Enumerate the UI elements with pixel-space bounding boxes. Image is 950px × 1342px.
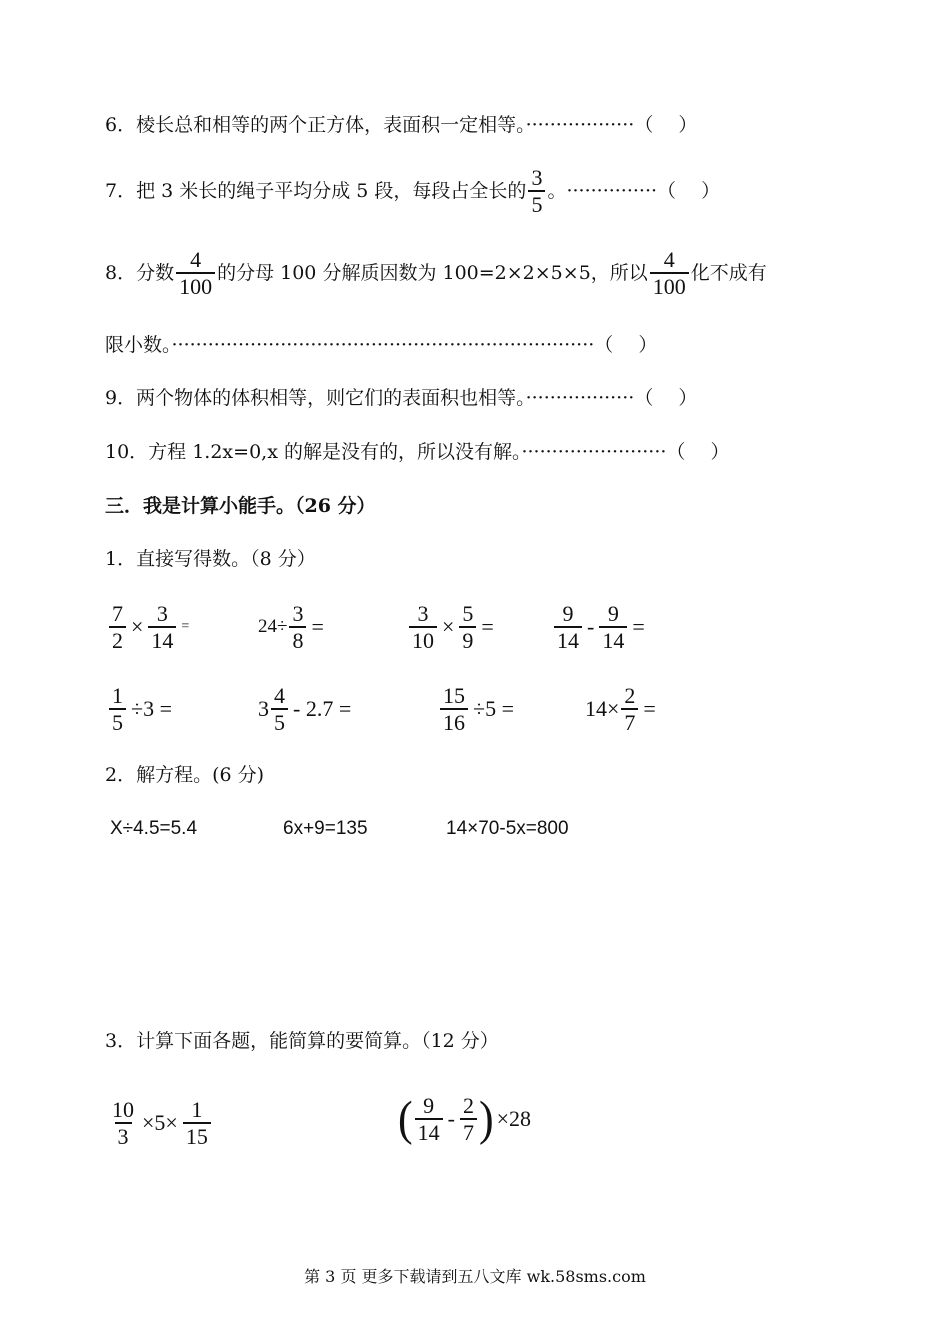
calc-expression-6: 3 $\frac{4}{5}$ - 2.7 = [258, 683, 352, 736]
leader-dots: ························ [521, 441, 667, 463]
question-7: 7．把 3 米长的绳子平均分成 5 段，每段占全长的 $\frac{3}{5}$ 。 ··············· （ ） [105, 165, 721, 218]
equation-3: 14×70-5x=800 [446, 818, 569, 839]
fraction: $\frac{4}{100}$ [176, 248, 215, 298]
question-6-text: 6．棱长总和相等的两个正方体，表面积一定相等。 [105, 114, 526, 136]
subsection-3-title: 3．计算下面各题，能简算的要简算。（12 分） [105, 1030, 499, 1052]
question-10: 10．方程 1.2x=0,x 的解是没有的，所以没有解。························（ ） [105, 441, 730, 463]
calc-expression-8: 14× $\frac{2}{7}$ = [585, 683, 656, 736]
answer-blank: （ ） [666, 441, 730, 463]
question-8: 8．分数 $\frac{4}{100}$ 的分母 100 分解质因数为 100=2×2×5×5，所以 $\frac{4}{100}$ 化不成有 [105, 247, 767, 300]
subsection-1-title: 1．直接写得数。（8 分） [105, 548, 316, 570]
calc-expression-1: $\frac{7}{2}$ × $\frac{3}{14}$ = [107, 602, 192, 652]
subsection-2-title: 2．解方程。(6 分) [105, 764, 265, 786]
question-7-text: 7．把 3 米长的绳子平均分成 5 段，每段占全长的 [105, 179, 527, 202]
calc-expression-10: ( $\frac{9}{14}$ - $\frac{2}{7}$ ) ×28 [398, 1091, 532, 1146]
section-3-title: 三．我是计算小能手。（26 分） [105, 495, 376, 517]
leader-dots: ··············· [566, 179, 658, 202]
question-8-text: 8．分数 [105, 261, 175, 284]
fraction: $\frac{3}{5}$ [528, 166, 545, 216]
question-9: 9．两个物体的体积相等，则它们的表面积也相等。··················（ ） [105, 387, 698, 409]
calc-expression-4: $\frac{9}{14}$ - $\frac{9}{14}$ = [552, 602, 648, 652]
question-6 [105, 116, 697, 135]
leader-dots: ·················· [525, 387, 635, 409]
calc-expression-7: $\frac{15}{16}$ ÷5 = [438, 684, 517, 734]
leader-dots: ·················· [525, 114, 635, 136]
fraction: $\frac{4}{100}$ [650, 248, 689, 298]
calc-expression-2: 24÷ $\frac{3}{8}$ = [258, 601, 324, 654]
answer-blank: （ ） [634, 114, 698, 136]
question-8-continued: 限小数。······································································（ ） [105, 334, 658, 356]
answer-blank: （ ） [594, 334, 658, 356]
equation-1: X÷4.5=5.4 [110, 818, 198, 839]
equation-2: 6x+9=135 [283, 818, 368, 839]
answer-blank: （ ） [634, 387, 698, 409]
answer-blank: （ ） [657, 179, 721, 202]
calc-expression-3: $\frac{3}{10}$ × $\frac{5}{9}$ = [407, 602, 497, 652]
right-parenthesis: ) [478, 1091, 494, 1146]
calc-expression-9: $\frac{10}{3}$ ×5× $\frac{1}{15}$ [107, 1098, 213, 1148]
left-parenthesis: ( [398, 1091, 413, 1146]
page-footer: 第 3 页 更多下载请到五八文库 wk.58sms.com [304, 1267, 646, 1286]
calc-expression-5: $\frac{1}{5}$ ÷3 = [107, 684, 175, 734]
leader-dots: ······································································ [171, 334, 595, 356]
